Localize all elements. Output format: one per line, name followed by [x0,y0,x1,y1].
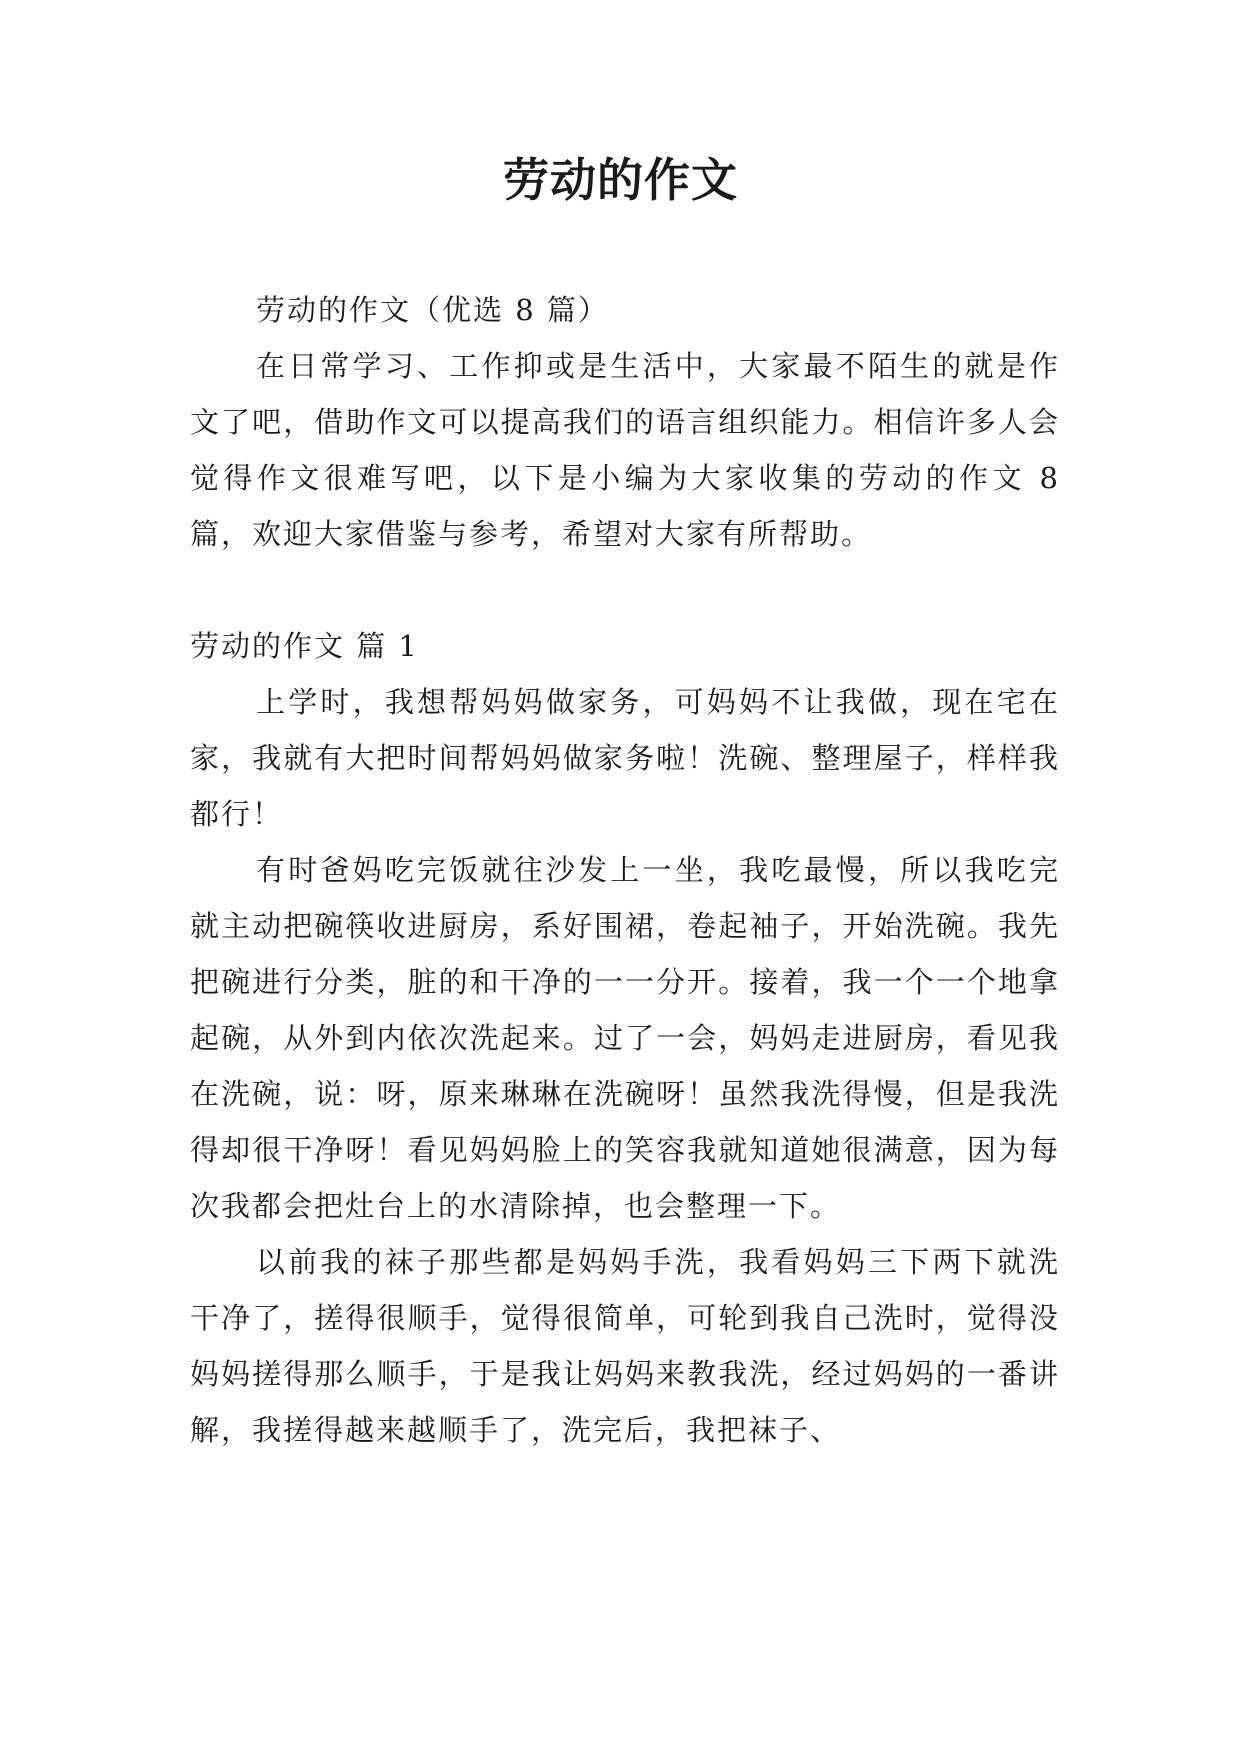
intro-subtitle: 劳动的作文（优选 8 篇） [256,293,609,327]
section-heading: 劳动的作文 篇 1 [190,629,419,663]
intro-paragraph: 在日常学习、工作抑或是生活中，大家最不陌生的就是作文了吧，借助作文可以提高我们的语言组织能力。相信许多人会觉得作文很难写吧，以下是小编为大家收集的劳动的作文 8 篇，欢迎大家借鉴与参考，希望对大家有所帮助。 [190,349,1060,551]
section-paragraph: 上学时，我想帮妈妈做家务，可妈妈不让我做，现在宅在家，我就有大把时间帮妈妈做家务啦！洗碗、整理屋子，样样我都行！ [190,685,1060,831]
document-title: 劳动的作文 [503,153,738,207]
section-paragraph: 有时爸妈吃完饭就往沙发上一坐，我吃最慢，所以我吃完就主动把碗筷收进厨房，系好围裙，卷起袖子，开始洗碗。我先把碗进行分类，脏的和干净的一一分开。接着，我一个一个地拿起碗，从外到内依次洗起来。过了一会，妈妈走进厨房，看见我在洗碗，说：呀，原来琳琳在洗碗呀！虽然我洗得慢，但是我洗得却很干净呀！看见妈妈脸上的笑容我就知道她很满意，因为每次我都会把灶台上的水清除掉，也会整理一下。 [190,853,1060,1223]
document-body [190,282,1060,1458]
section-paragraph: 以前我的袜子那些都是妈妈手洗，我看妈妈三下两下就洗干净了，搓得很顺手，觉得很简单，可轮到我自己洗时，觉得没妈妈搓得那么顺手，于是我让妈妈来教我洗，经过妈妈的一番讲解，我搓得越来越顺手了，洗完后，我把袜子、 [190,1245,1060,1447]
